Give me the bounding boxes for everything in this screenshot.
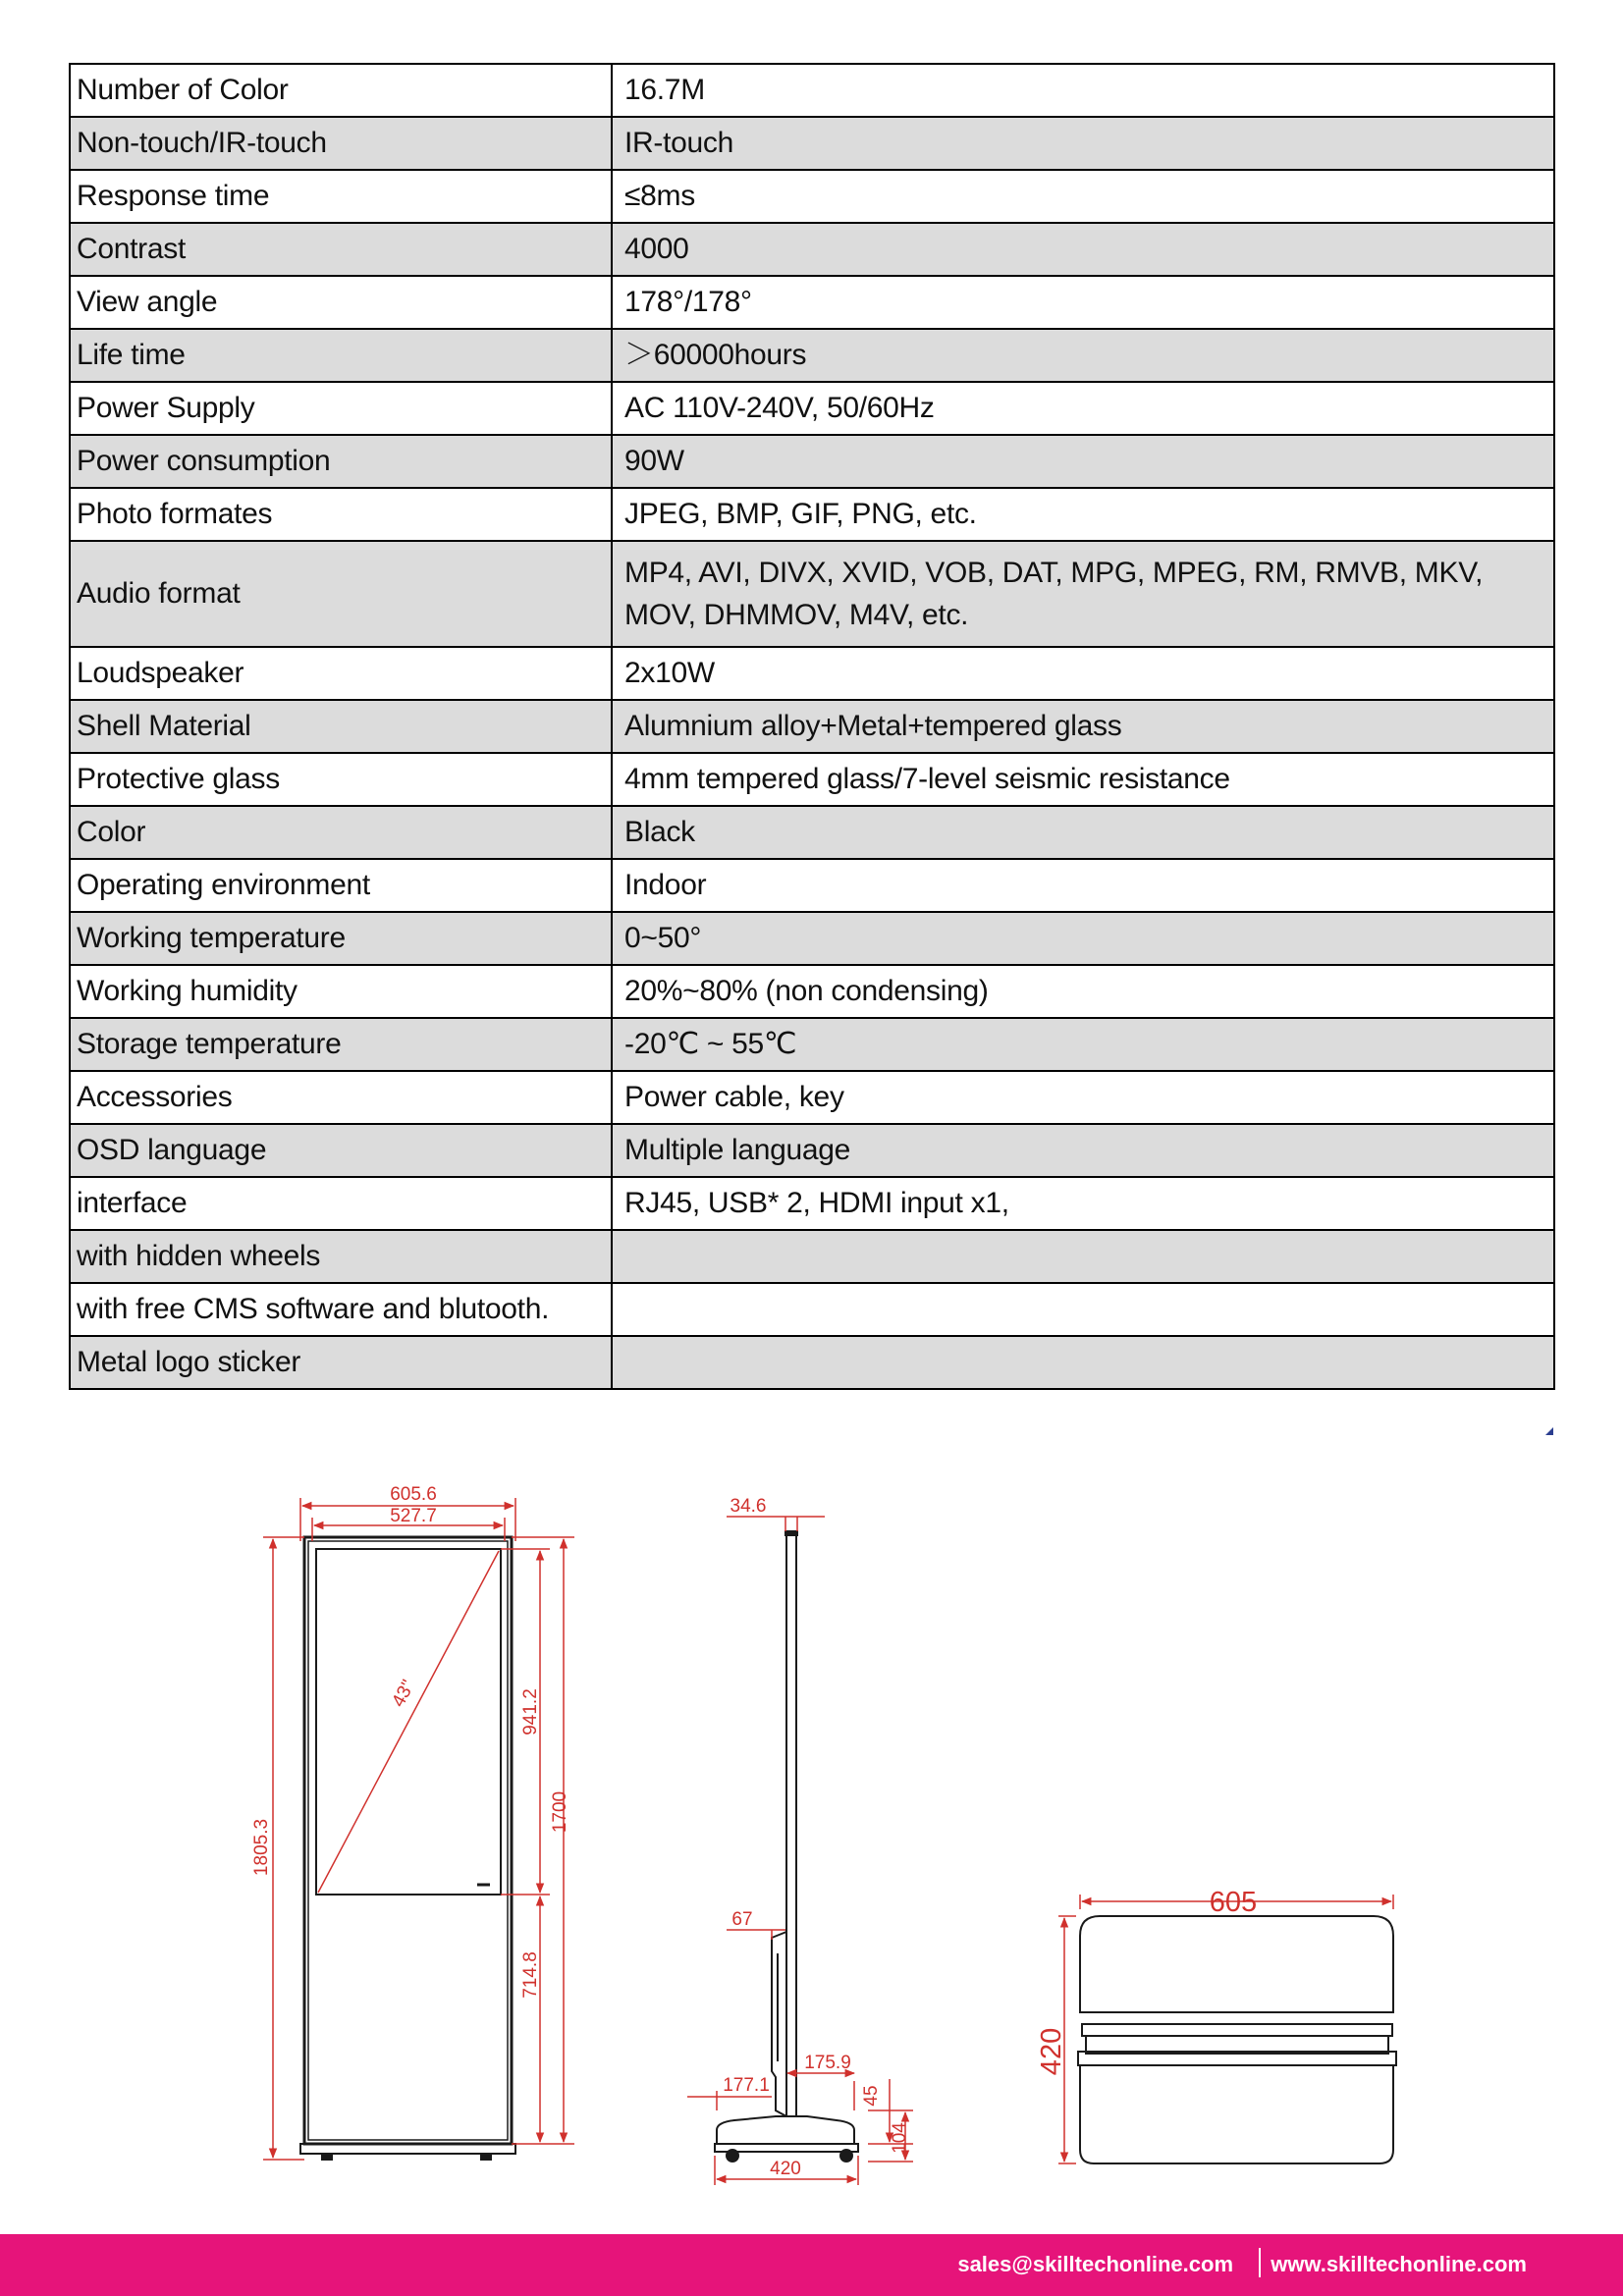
contact-footer [0, 2234, 1623, 2296]
spec-value: 178°/178° [612, 276, 1554, 329]
dim-base-depth: 420 [770, 2159, 801, 2179]
spec-row [70, 170, 1554, 223]
spec-value: -20℃ ~ 55℃ [612, 1018, 1554, 1071]
spec-row [70, 1230, 1554, 1283]
spec-row [70, 647, 1554, 700]
dim-base-back: 175.9 [804, 2053, 851, 2073]
spec-row [70, 435, 1554, 488]
spec-label: Protective glass [70, 753, 612, 806]
dim-top-depth: 34.6 [730, 1496, 767, 1517]
table-corner-mark [1545, 1427, 1553, 1435]
spec-value: IR-touch [612, 117, 1554, 170]
side-view-dimensions [687, 1517, 913, 2185]
spec-value: 4mm tempered glass/7-level seismic resistance [612, 753, 1554, 806]
footer-website-link[interactable]: www.skilltechonline.com [1271, 2252, 1527, 2276]
spec-value: Alumnium alloy+Metal+tempered glass [612, 700, 1554, 753]
spec-label: Metal logo sticker [70, 1336, 612, 1389]
dim-top-depth: 420 [1036, 2027, 1067, 2076]
spec-value: 16.7M [612, 64, 1554, 117]
spec-row [70, 859, 1554, 912]
spec-row [70, 965, 1554, 1018]
spec-row [70, 488, 1554, 541]
dim-screen-width: 527.7 [390, 1506, 437, 1526]
spec-value: MP4, AVI, DIVX, XVID, VOB, DAT, MPG, MPEG, RM, RMVB, MKV, MOV, DHMMOV, M4V, etc. [612, 541, 1554, 647]
spec-row [70, 753, 1554, 806]
spec-row [70, 1283, 1554, 1336]
spec-label: Response time [70, 170, 612, 223]
spec-label: Number of Color [70, 64, 612, 117]
dim-lower-height: 714.8 [520, 1951, 541, 1999]
spec-value: Power cable, key [612, 1071, 1554, 1124]
spec-value: AC 110V-240V, 50/60Hz [612, 382, 1554, 435]
spec-label: Non-touch/IR-touch [70, 117, 612, 170]
dim-base-top: 45 [861, 2085, 882, 2107]
spec-label: Power consumption [70, 435, 612, 488]
spec-row [70, 64, 1554, 117]
spec-value: 2x10W [612, 647, 1554, 700]
spec-row [70, 382, 1554, 435]
spec-label: Loudspeaker [70, 647, 612, 700]
front-view-drawing [300, 1537, 515, 2160]
dim-top-to-base: 1700 [550, 1790, 570, 1834]
spec-label: Contrast [70, 223, 612, 276]
spec-label: Operating environment [70, 859, 612, 912]
spec-label: Working temperature [70, 912, 612, 965]
spec-label: Shell Material [70, 700, 612, 753]
dim-base-height: 104 [890, 2122, 910, 2154]
top-view-labels [1036, 1887, 1257, 2075]
spec-row [70, 276, 1554, 329]
spec-row [70, 117, 1554, 170]
dim-overall-height: 1805.3 [251, 1818, 272, 1877]
spec-table [69, 63, 1555, 1390]
spec-label: interface [70, 1177, 612, 1230]
spec-value: 20%~80% (non condensing) [612, 965, 1554, 1018]
dim-screen-size: 43" [388, 1677, 419, 1711]
spec-label: View angle [70, 276, 612, 329]
spec-value: ＞60000hours [612, 329, 1554, 382]
spec-value: RJ45, USB* 2, HDMI input x1, [612, 1177, 1554, 1230]
spec-label: Life time [70, 329, 612, 382]
spec-row [70, 700, 1554, 753]
spec-label: OSD language [70, 1124, 612, 1177]
spec-label: Photo formates [70, 488, 612, 541]
spec-value: Black [612, 806, 1554, 859]
dim-mid-depth: 67 [731, 1909, 753, 1930]
spec-value [612, 1336, 1554, 1389]
spec-row [70, 1124, 1554, 1177]
spec-row [70, 1336, 1554, 1389]
spec-value: 4000 [612, 223, 1554, 276]
spec-value [612, 1283, 1554, 1336]
spec-value: 0~50° [612, 912, 1554, 965]
dim-overall-width: 605.6 [390, 1484, 437, 1505]
spec-label: with free CMS software and blutooth. [70, 1283, 612, 1336]
dim-screen-height: 941.2 [520, 1688, 541, 1735]
spec-row [70, 223, 1554, 276]
spec-label: Power Supply [70, 382, 612, 435]
footer-email-link[interactable]: sales@skilltechonline.com [957, 2252, 1233, 2276]
spec-label: with hidden wheels [70, 1230, 612, 1283]
front-view-dimensions [263, 1498, 574, 2160]
spec-row [70, 541, 1554, 647]
footer-divider [1259, 2248, 1261, 2277]
spec-value: JPEG, BMP, GIF, PNG, etc. [612, 488, 1554, 541]
top-view-dimensions [1058, 1895, 1393, 2163]
technical-drawings [0, 1463, 1623, 2189]
spec-value [612, 1230, 1554, 1283]
spec-row [70, 806, 1554, 859]
spec-label: Accessories [70, 1071, 612, 1124]
spec-value: Indoor [612, 859, 1554, 912]
spec-row [70, 329, 1554, 382]
spec-label: Working humidity [70, 965, 612, 1018]
spec-row [70, 1018, 1554, 1071]
spec-label: Color [70, 806, 612, 859]
spec-row [70, 1071, 1554, 1124]
dim-top-width: 605 [1209, 1887, 1258, 1918]
side-view-labels [723, 1496, 910, 2179]
spec-value: ≤8ms [612, 170, 1554, 223]
dim-base-front: 177.1 [723, 2075, 770, 2096]
spec-row [70, 1177, 1554, 1230]
spec-label: Audio format [70, 541, 612, 647]
spec-row [70, 912, 1554, 965]
spec-value: Multiple language [612, 1124, 1554, 1177]
front-view-labels [251, 1484, 570, 1999]
spec-table-body [70, 64, 1554, 1389]
top-view-drawing [1078, 1916, 1396, 2163]
spec-label: Storage temperature [70, 1018, 612, 1071]
spec-value: 90W [612, 435, 1554, 488]
